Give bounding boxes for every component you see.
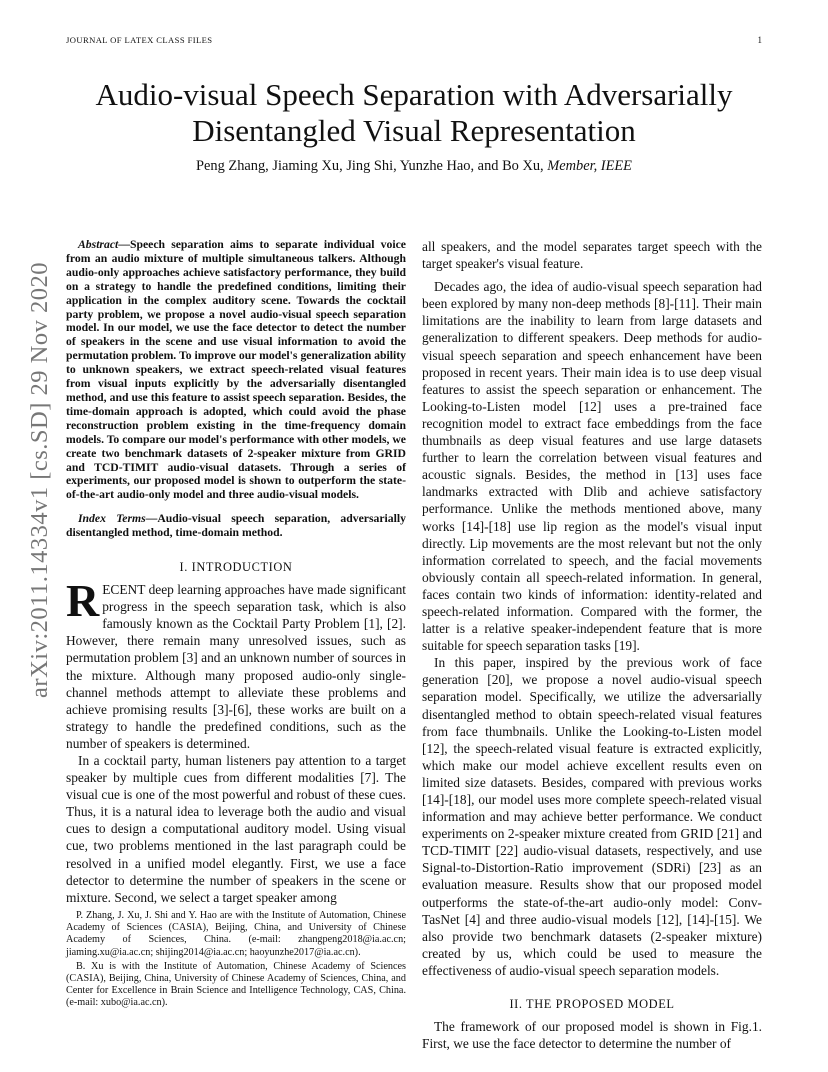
index-terms-text: —Audio-visual speech separation, adversarially disentangled method, time-domain method. bbox=[66, 512, 406, 540]
right-column bbox=[422, 238, 762, 1052]
author-line bbox=[66, 158, 762, 175]
intro-paragraph-1-text: ECENT deep learning approaches have made significant progress in the speech separation task, which is also famously known as the Cocktail Party Problem [1], [2]. However, there remain many unresolved issues, such as permutation problem [3] and an unknown number of sources in the mixture. Although many proposed audio-only single-channel methods attempt to alleviate these problems and achieve promising results [3]-[6], these works are built on a strategy to handle the predefined conditions, such as the number of speakers is determined. bbox=[66, 582, 406, 751]
index-terms-lead: Index Terms bbox=[78, 512, 146, 526]
intro-paragraph-2: In a cocktail party, human listeners pay attention to a target speaker by multiple cues from different modalities [7]. The visual cue is one of the most powerful and robust of these cues. Thus, it is a natural idea to leverage both the audio and visual cues to design a computational auditory model. Using visual cue, two problems mentioned in the last paragraph could be resolved in a unified model elegantly. First, we use a face detector to determine the number of speakers in the scene or mixture. Second, we select a target speaker among bbox=[66, 752, 406, 905]
author-membership: Member, IEEE bbox=[547, 158, 632, 174]
intro-paragraph-4: In this paper, inspired by the previous work of face generation [20], we propose a novel audio-visual speech separation model. Specifically, we utilize the adversarially disentangled method to obtain speech-related visual features from face thumbnails. Unlike the Looking-to-Listen model [12], the speech-related visual feature is extracted explicitly, which make our model achieve excellent results even on limited size datasets. Besides, compared with previous works [14]-[18], our model uses more complete speech-related visual information and may achieve better performance. We conduct experiments on 2-speaker mixture created from GRID [21] and TCD-TIMIT [22] audio-visual datasets, respectively, and use Signal-to-Distortion-Ratio improvement (SDRi) [23] as an evaluation measure. Results show that our proposed model outperforms the state-of-the-art audio-only model: Conv-TasNet [4] and three audio-visual models [12], [14]-[15]. We also provide two benchmark datasets (2-speaker mixture) created by us, which could be used to measure the effectiveness of audio-visual speech separation models. bbox=[422, 655, 762, 978]
index-terms bbox=[66, 512, 406, 540]
section-heading-introduction: I. INTRODUCTION bbox=[179, 560, 293, 575]
page-number: 1 bbox=[757, 35, 762, 45]
abstract-lead: Abstract bbox=[78, 238, 119, 251]
footnote-affiliation-1: P. Zhang, J. Xu, J. Shi and Y. Hao are with the Institute of Automation, Chinese Academy of Sciences (CASIA), Beijing, China, and University of Chinese Academy of Sciences, China. (e-mail: zhangpeng2018@ia.ac.cn; jiaming.xu@ia.ac.cn; shijing2014@ia.ac.cn; haoyunzhe2017@ia.ac.cn). bbox=[66, 910, 406, 958]
footnotes bbox=[66, 910, 406, 1012]
intro-paragraph-1 bbox=[66, 575, 406, 752]
abstract-text: —Speech separation aims to separate individual voice from an audio mixture of multiple simultaneous talkers. Although audio-only approaches achieve satisfactory performance, they build on a strategy to handle the predefined conditions, limiting their application in the complex auditory scene. Towards the cocktail party problem, we propose a novel audio-visual speech separation model. In our model, we use the face detector to detect the number of speakers in the scene and use visual information to avoid the permutation problem. To improve our model's generalization ability to unknown speakers, we extract speech-related visual features from visual inputs explicitly by the adversarially disentangled method, and use this feature to assist speech separation. Besides, the time-domain approach is adopted, which could avoid the phase reconstruction problem existing in the time-frequency domain models. To compare our model's performance with other models, we create two benchmark datasets of 2-speaker mixture from GRID and TCD-TIMIT audio-visual datasets. Through a series of experiments, our proposed model is shown to outperform the state-of-the-art audio-only model and three audio-visual models. bbox=[66, 238, 406, 502]
paper-title: Audio-visual Speech Separation with Adversarially Disentangled Visual Representation bbox=[95, 77, 733, 148]
abstract bbox=[66, 238, 406, 502]
footnote-affiliation-2: B. Xu is with the Institute of Automation, Chinese Academy of Sciences (CASIA), Beijing, China, University of Chinese Academy of Sciences, China, and Center for Excellence in Brain Science and Intelligence Technology, CAS, China. (e-mail: xubo@ia.ac.cn). bbox=[66, 960, 406, 1009]
drop-cap: R bbox=[66, 575, 100, 627]
author-list: Peng Zhang, Jiaming Xu, Jing Shi, Yunzhe Hao, and Bo Xu, bbox=[196, 158, 544, 174]
section-heading-proposed-model: II. THE PROPOSED MODEL bbox=[509, 997, 675, 1012]
left-column bbox=[66, 238, 406, 906]
running-header: JOURNAL OF LATEX CLASS FILES bbox=[66, 35, 213, 45]
model-paragraph-1: The framework of our proposed model is shown in Fig.1. First, we use the face detector to determine the number of bbox=[422, 1019, 762, 1052]
arxiv-stamp: arXiv:2011.14334v1 [cs.SD] 29 Nov 2020 bbox=[26, 262, 53, 698]
intro-paragraph-2-continued: all speakers, and the model separates target speech with the target speaker's visual feature. bbox=[422, 239, 762, 272]
intro-paragraph-3: Decades ago, the idea of audio-visual speech separation had been explored by many non-deep methods [8]-[11]. Their main limitations are the inability to learn from large datasets and generalization to different speakers. Deep methods for audio-visual speech separation and speech enhancement have been proposed in recent years. Their main idea is to use deep visual features to assist the speech separation or enhancement. The Looking-to-Listen model [12] uses a pre-trained face recognition model to extract face embeddings from the face thumbnails as deep visual features and use large datasets further to learn the correlation between visual features and acoustic signals. Besides, the method in [13] uses face landmarks extracted with Dlib and achieve satisfactory performance. Unlike the methods mentioned above, many works [14]-[18] use lip region as the model's visual input directly. Lip movements are the most relevant but not the only information correlated to speech, and the facial movements obviously contain all speech-related information. In general, faces contain two kinds of information: identity-related and speech-related information. Compared with the former, the latter is a relative speaker-independent feature that is more suitable for speech separation tasks [19]. bbox=[422, 279, 762, 654]
